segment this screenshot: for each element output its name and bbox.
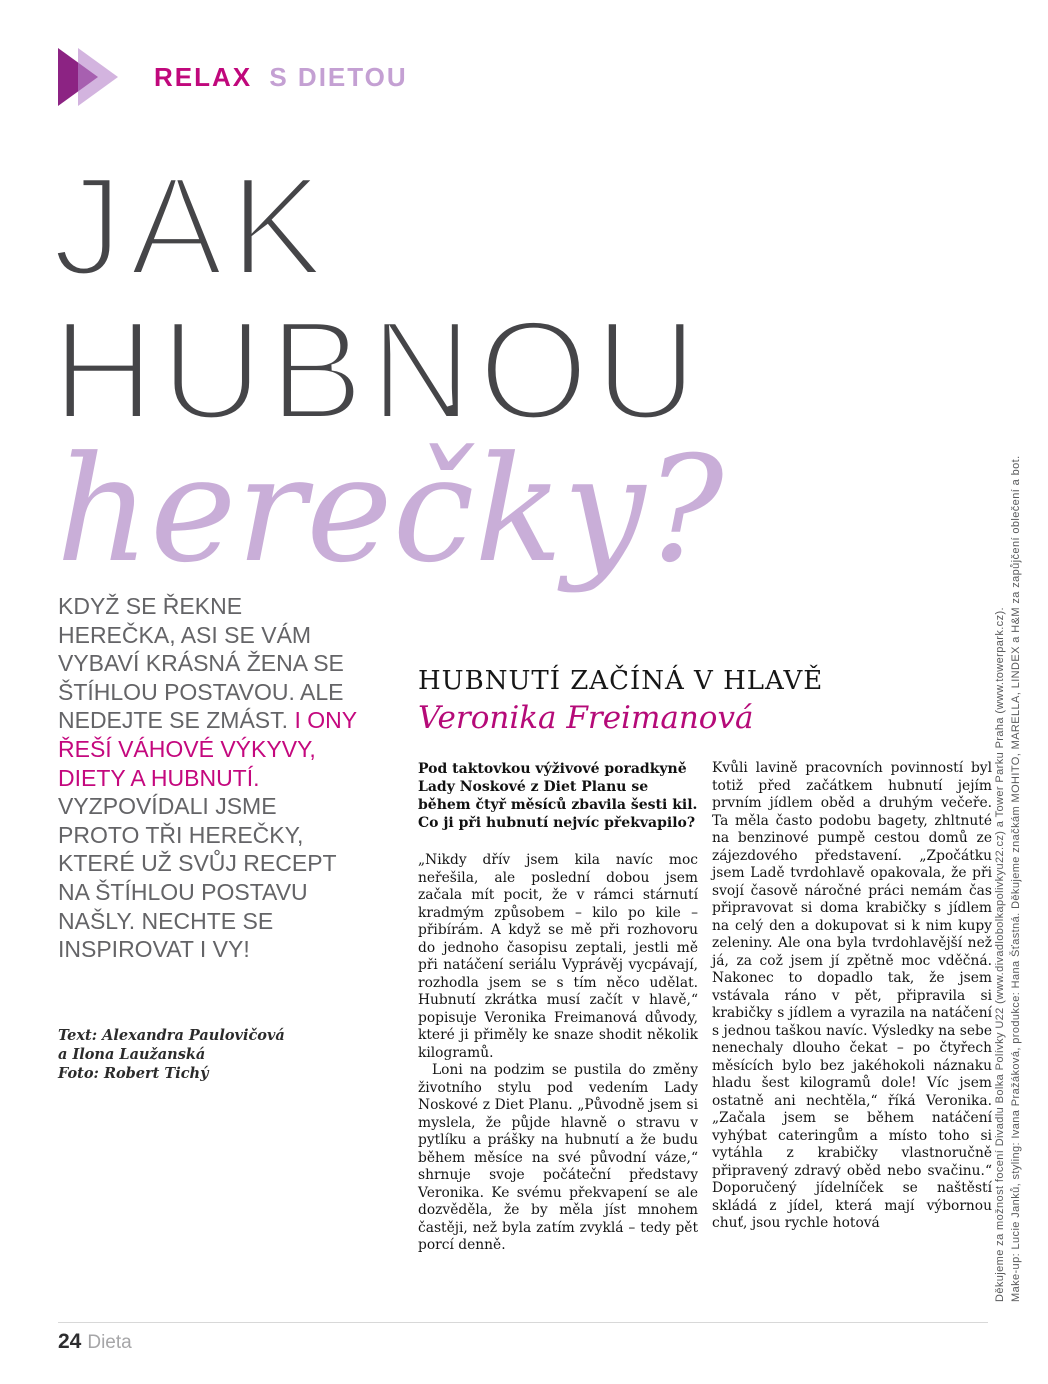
intro-part-2: VYZPOVÍDALI JSME PROTO TŘI HEREČKY, KTERÉ UŽ SVŮJ RECEPT NA ŠTÍHLOU POSTAVU NAŠLY. NECHTE SE INSPIROVAT I VY!: [58, 793, 337, 963]
intro-highlight: I ONY ŘEŠÍ VÁHOVÉ VÝKYVY, DIETY A HUBNUTÍ.: [58, 707, 357, 791]
intro-part-1: KDYŽ SE ŘEKNE HEREČKA, ASI SE VÁM VYBAVÍ KRÁSNÁ ŽENA SE ŠTÍHLOU POSTAVOU. ALE NEDEJTE SE ZMÁST.: [58, 593, 344, 734]
side-credit-outer: Make-up: Lucie Janků, styling: Ivana Pražáková, produkce: Hana Šťastná. Děkujeme značkám MOHITO, MARELLA, LINDEX a H&M za zapůjčení oblečení a bot.: [1010, 455, 1022, 1302]
article-paragraph: „Nikdy dřív jsem kila navíc moc neřešila, ale poslední dobou jsem začala mít pocit, že v rámci stárnutí kradmým způsobem – kilo po kile – přibírám. A když se mě při rozhovoru do jednoho časopisu zeptali, jestli mě při natáčení seriálu Vyprávěj vycpávají, rozhodla jsem se s tím něco udělat. Hubnutí zkrátka musí začít v hlavě,“ popisuje Veronika Freimanová důvody, které ji přiměly ke snaze shodit několik kilogramů.: [418, 852, 698, 1061]
article-paragraph: Loni na podzim se pustila do změny životního stylu pod vedením Lady Noskové z Diet Planu. „Původně jsem si myslela, že půjde hlavně o stravu v pytlíku a prášky na hubnutí a že budu během měsíce na své původní váze,“ shrnuje svoje počáteční představy Veronika. Ke svému překvapení se ale dozvěděla, že by měla jíst mnohem častěji, než byla zatím zvyklá – tedy pět porcí denně.: [418, 1062, 698, 1253]
section-title: [154, 62, 408, 93]
footer-rule: [58, 1322, 988, 1323]
byline-text-credit-2: a Ilona Laužanská: [58, 1046, 206, 1063]
article-column-1: [418, 852, 698, 1255]
headline-line-1: JAK: [52, 147, 331, 306]
page-number: 24: [58, 1330, 82, 1353]
byline-photo-credit: Foto: Robert Tichý: [58, 1065, 209, 1082]
section-title-light: S DIETOU: [269, 61, 408, 92]
headline-script: herečky?: [56, 425, 724, 595]
magazine-name: Dieta: [87, 1332, 132, 1353]
headline-line-2: HUBNOU: [52, 291, 704, 450]
section-title-bold: RELAX: [154, 61, 253, 92]
article-paragraph: Kvůli lavině pracovních povinností byl totiž před začátkem hubnutí jejím prvním jídlem oběd a druhým večeře. Ta měla často podobu bagety, zhltnuté na benzinové pumpě cestou domů ze zájezdového představení. „Zpočátku jsem Ladě tvrdohlavě opakovala, že při svojí časově náročné práci nemám čas připravovat si doma krabičky s jídlem na celý den a dokupovat si k nim kupy zeleniny. Ale ona byla tvrdohlavější než já, za což jsem jí zpětně moc vděčná. Nakonec to dopadlo tak, že jsem vstávala ráno v pět, připravila si krabičky s jídlem a vyrazila na natáčení s jednou taškou navíc. Výsledky na sebe nenechaly dlouho čekat – po čtyřech měsících bylo bez jakéhokoli náznaku hladu šest kilogramů dole! Víc jsem ostatně ani nechtěla,“ říká Veronika. „Začala jsem se během natáčení vyhýbat cateringům a místo toho si vytáhla z krabičky vlastnoručně připravený zdravý oběd nebo svačinu.“ Doporučený jídelníček se naštěstí skládá z jídel, která mají výbornou chuť, jsou rychle hotová: [712, 760, 992, 1231]
article-lead: Pod taktovkou výživové poradkyně Lady Noskové z Diet Planu se během čtyř měsíců zbavila šesti kil. Co ji při hubnutí nejvíc překvapilo?: [418, 761, 698, 831]
intro-standfirst: [58, 592, 363, 964]
byline-text-credit: Text: Alexandra Paulovičová: [58, 1027, 285, 1044]
article-subheading: Veronika Freimanová: [418, 700, 754, 736]
byline-credits: [58, 1026, 285, 1083]
article-heading: HUBNUTÍ ZAČÍNÁ V HLAVĚ: [418, 666, 824, 696]
article-column-2: [712, 760, 992, 1233]
section-header: [58, 48, 408, 106]
arrow-logo-icon: [58, 48, 136, 106]
page-footer: [58, 1330, 132, 1354]
side-credit-inner: Děkujeme za možnost focení Divadlu Bolka Polívky U22 (www.divadlobolkapolivkyu22.cz) a Tower Parku Praha (www.towerpark.cz).: [994, 606, 1006, 1302]
